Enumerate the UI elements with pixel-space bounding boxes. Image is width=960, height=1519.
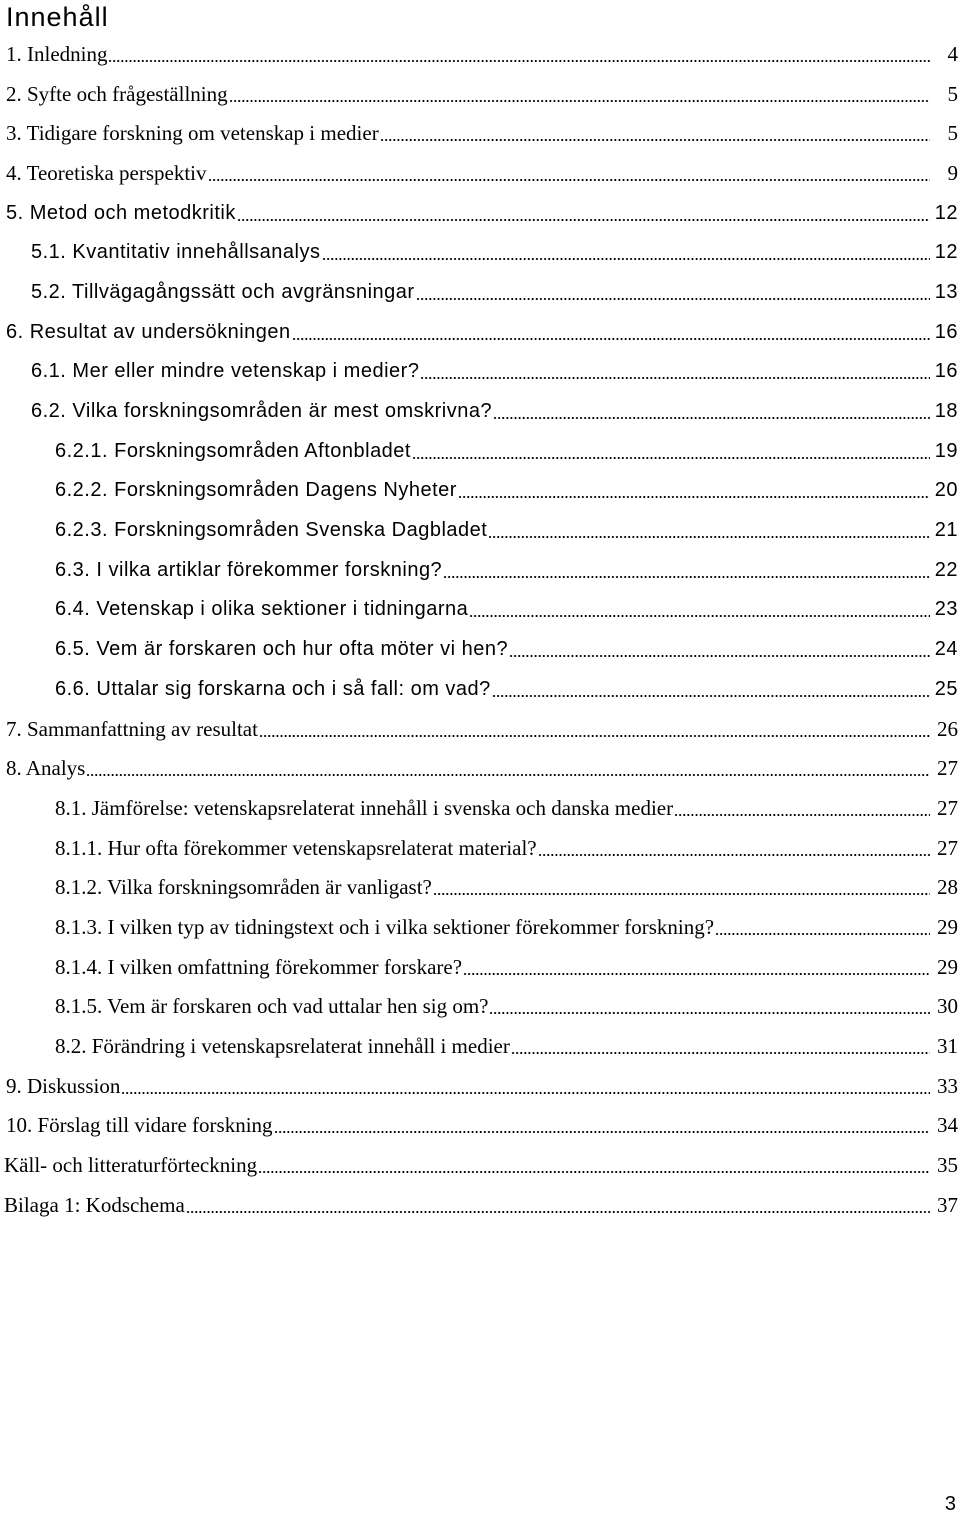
page-number: 3 xyxy=(944,1493,956,1515)
toc-entry-title: 8.2. Förändring i vetenskapsrelaterat innehåll i medier xyxy=(55,1034,510,1059)
toc-dot-leader xyxy=(259,717,930,741)
toc-entry[interactable] xyxy=(0,471,960,511)
toc-entry-page: 16 xyxy=(934,360,958,383)
toc-dot-leader xyxy=(274,1113,930,1137)
toc-entry[interactable] xyxy=(0,1185,960,1225)
toc-dot-leader xyxy=(229,82,930,106)
toc-entry-page: 5 xyxy=(947,81,958,106)
toc-entry-page: 33 xyxy=(937,1073,958,1098)
toc-dot-leader xyxy=(86,756,930,780)
toc-entry-page: 31 xyxy=(937,1034,958,1059)
toc-entry-page: 23 xyxy=(934,598,958,621)
toc-entry-page: 29 xyxy=(937,954,958,979)
toc-entry[interactable] xyxy=(0,153,960,193)
toc-dot-leader xyxy=(292,320,930,344)
toc-entry[interactable] xyxy=(0,391,960,431)
toc-entry-title: 7. Sammanfattning av resultat xyxy=(6,716,258,741)
toc-entry-page: 18 xyxy=(934,400,958,423)
toc-entry[interactable] xyxy=(0,352,960,392)
toc-entry-title: 6.5. Vem är forskaren och hur ofta möter vi hen? xyxy=(55,638,509,661)
toc-entry-title: 5.2. Tillvägagångssätt och avgränsningar xyxy=(31,280,415,303)
toc-entry-title: 8.1. Jämförelse: vetenskapsrelaterat innehåll i svenska och danska medier xyxy=(55,795,674,820)
toc-entry-title: 8.1.3. I vilken typ av tidningstext och i vilka sektioner förekommer forskning? xyxy=(55,914,715,939)
toc-entry[interactable] xyxy=(0,312,960,352)
toc-entry-title: 8.1.4. I vilken omfattning förekommer forskare? xyxy=(55,954,463,979)
toc-entry-title: 6. Resultat av undersökningen xyxy=(6,320,291,343)
toc-dot-leader xyxy=(674,796,930,820)
toc-dot-leader xyxy=(489,994,930,1018)
toc-entry-page: 26 xyxy=(937,716,958,741)
toc-entry[interactable] xyxy=(0,947,960,987)
toc-entry[interactable] xyxy=(0,272,960,312)
toc-entry[interactable] xyxy=(0,550,960,590)
table-of-contents xyxy=(0,34,960,1225)
toc-entry-title: 4. Teoretiska perspektiv xyxy=(6,160,207,185)
toc-dot-leader xyxy=(237,201,930,225)
toc-dot-leader xyxy=(469,597,930,621)
toc-entry-title: 10. Förslag till vidare forskning xyxy=(6,1113,273,1138)
toc-entry-page: 22 xyxy=(934,558,958,581)
toc-entry-title: Bilaga 1: Kodschema xyxy=(4,1192,185,1217)
toc-dot-leader xyxy=(121,1074,930,1098)
toc-entry[interactable] xyxy=(0,1106,960,1146)
toc-dot-leader xyxy=(463,955,930,979)
toc-entry-title: 6.3. I vilka artiklar förekommer forskning? xyxy=(55,558,443,581)
toc-entry[interactable] xyxy=(0,193,960,233)
toc-dot-leader xyxy=(420,359,930,383)
toc-dot-leader xyxy=(322,240,931,264)
toc-entry-page: 19 xyxy=(934,439,958,462)
toc-entry-title: 5.1. Kvantitativ innehållsanalys xyxy=(31,241,321,264)
toc-entry-page: 37 xyxy=(937,1192,958,1217)
toc-entry[interactable] xyxy=(0,232,960,272)
toc-entry[interactable] xyxy=(0,1026,960,1066)
toc-entry-page: 34 xyxy=(937,1113,958,1138)
toc-dot-leader xyxy=(509,637,930,661)
toc-entry[interactable] xyxy=(0,431,960,471)
toc-entry[interactable] xyxy=(0,867,960,907)
toc-entry[interactable] xyxy=(0,748,960,788)
toc-entry-title: 3. Tidigare forskning om vetenskap i medier xyxy=(6,121,379,146)
toc-entry[interactable] xyxy=(0,113,960,153)
toc-dot-leader xyxy=(412,439,930,463)
toc-entry-page: 35 xyxy=(937,1153,958,1178)
toc-entry-title: Käll- och litteraturförteckning xyxy=(4,1153,258,1178)
toc-dot-leader xyxy=(380,121,930,145)
toc-entry-page: 21 xyxy=(934,519,958,542)
toc-entry-page: 16 xyxy=(934,320,958,343)
toc-entry-title: 1. Inledning xyxy=(6,41,108,66)
toc-dot-leader xyxy=(186,1193,930,1217)
toc-entry-page: 27 xyxy=(937,756,958,781)
toc-dot-leader xyxy=(715,915,930,939)
toc-entry-title: 5. Metod och metodkritik xyxy=(6,201,236,224)
toc-entry[interactable] xyxy=(0,510,960,550)
toc-entry-page: 4 xyxy=(947,41,958,66)
toc-entry-title: 6.4. Vetenskap i olika sektioner i tidningarna xyxy=(55,598,469,621)
toc-entry[interactable] xyxy=(0,788,960,828)
toc-entry[interactable] xyxy=(0,1066,960,1106)
toc-entry-page: 9 xyxy=(947,160,958,185)
toc-entry-title: 8.1.1. Hur ofta förekommer vetenskapsrelaterat material? xyxy=(55,835,537,860)
toc-dot-leader xyxy=(488,518,930,542)
toc-dot-leader xyxy=(433,875,930,899)
toc-dot-leader xyxy=(492,677,930,701)
toc-entry-page: 20 xyxy=(934,479,958,502)
page-title: Innehåll xyxy=(6,2,109,32)
toc-dot-leader xyxy=(443,558,930,582)
toc-entry-title: 6.2.1. Forskningsområden Aftonbladet xyxy=(55,439,411,462)
toc-entry-page: 25 xyxy=(934,677,958,700)
toc-entry-title: 6.1. Mer eller mindre vetenskap i medier? xyxy=(31,360,420,383)
toc-entry-title: 2. Syfte och frågeställning xyxy=(6,81,228,106)
toc-entry-title: 8.1.2. Vilka forskningsområden är vanligast? xyxy=(55,875,432,900)
toc-dot-leader xyxy=(208,161,930,185)
toc-entry-title: 9. Diskussion xyxy=(6,1073,121,1098)
toc-entry-title: 8. Analys xyxy=(6,756,86,781)
toc-entry[interactable] xyxy=(0,629,960,669)
toc-entry-title: 6.2. Vilka forskningsområden är mest omskrivna? xyxy=(31,400,493,423)
toc-entry[interactable] xyxy=(0,1145,960,1185)
toc-dot-leader xyxy=(493,399,930,423)
toc-entry-page: 29 xyxy=(937,914,958,939)
toc-dot-leader xyxy=(458,478,930,502)
toc-dot-leader xyxy=(258,1153,930,1177)
toc-entry-page: 5 xyxy=(947,121,958,146)
toc-dot-leader xyxy=(538,836,930,860)
toc-entry-title: 6.2.3. Forskningsområden Svenska Dagbladet xyxy=(55,519,488,542)
toc-entry-page: 12 xyxy=(934,241,958,264)
toc-entry-title: 6.2.2. Forskningsområden Dagens Nyheter xyxy=(55,479,457,502)
toc-entry-page: 27 xyxy=(937,835,958,860)
toc-entry-page: 28 xyxy=(937,875,958,900)
toc-entry[interactable] xyxy=(0,987,960,1027)
toc-entry[interactable] xyxy=(0,709,960,749)
toc-entry[interactable] xyxy=(0,34,960,74)
toc-entry[interactable] xyxy=(0,74,960,114)
toc-entry-page: 24 xyxy=(934,638,958,661)
toc-entry[interactable] xyxy=(0,828,960,868)
toc-entry[interactable] xyxy=(0,669,960,709)
toc-entry-page: 12 xyxy=(934,201,958,224)
toc-dot-leader xyxy=(108,42,930,66)
toc-entry-title: 6.6. Uttalar sig forskarna och i så fall: om vad? xyxy=(55,677,491,700)
toc-entry-page: 27 xyxy=(937,795,958,820)
toc-dot-leader xyxy=(511,1034,930,1058)
toc-entry-title: 8.1.5. Vem är forskaren och vad uttalar hen sig om? xyxy=(55,994,489,1019)
toc-entry-page: 13 xyxy=(934,280,958,303)
toc-entry-page: 30 xyxy=(937,994,958,1019)
toc-entry[interactable] xyxy=(0,590,960,630)
toc-entry[interactable] xyxy=(0,907,960,947)
toc-dot-leader xyxy=(416,280,930,304)
